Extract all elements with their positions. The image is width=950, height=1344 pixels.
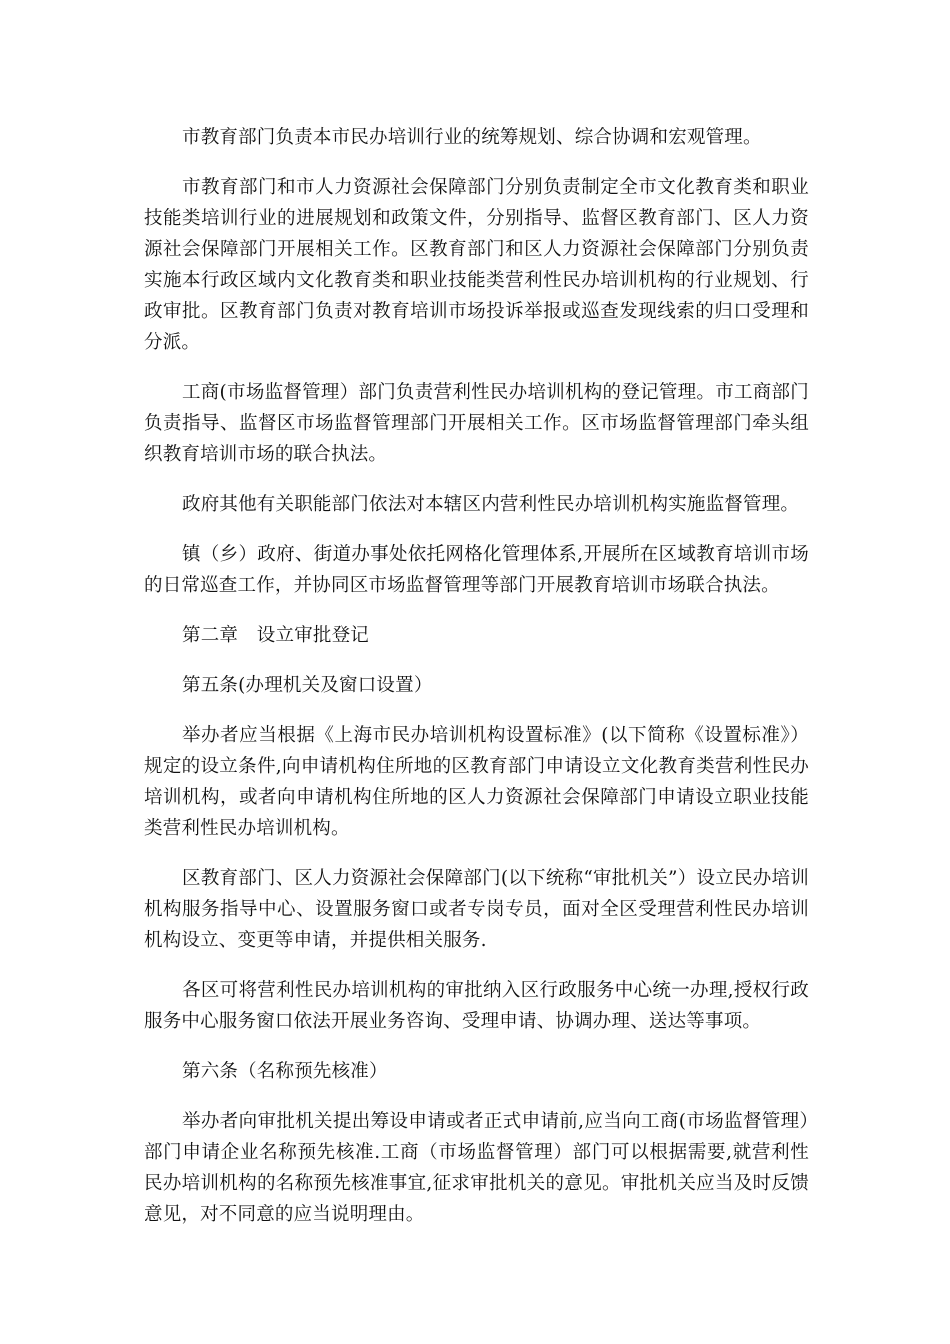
paragraph-9: 举办者向审批机关提出筹设申请或者正式申请前,应当向工商(市场监督管理）部门申请企业名称预先核准.工商（市场监督管理）部门可以根据需要,就营利性民办培训机构的名称预先核准事宜,征求审批机关的意见。审批机关应当及时反馈意见，对不同意的应当说明理由。 — [144, 1111, 809, 1225]
paragraph-8: 各区可将营利性民办培训机构的审批纳入区行政服务中心统一办理,授权行政服务中心服务窗口依法开展业务咨询、受理申请、协调办理、送达等事项。 — [144, 980, 809, 1032]
paragraph-6: 举办者应当根据《上海市民办培训机构设置标准》(以下简称《设置标准》）规定的设立条件,向申请机构住所地的区教育部门申请设立文化教育类营利性民办培训机构，或者向申请机构住所地的区人力资源社会保障部门申请设立职业技能类营利性民办培训机构。 — [144, 725, 809, 839]
chapter-heading: 第二章 设立审批登记 — [182, 625, 370, 646]
paragraph-7: 区教育部门、区人力资源社会保障部门(以下统称“审批机关”）设立民办培训机构服务指导中心、设置服务窗口或者专岗专员，面对全区受理营利性民办培训机构设立、变更等申请，并提供相关服务. — [144, 868, 809, 951]
paragraph-5: 镇（乡）政府、街道办事处依托网格化管理体系,开展所在区域教育培训市场的日常巡查工作，并协同区市场监督管理等部门开展教育培训市场联合执法。 — [144, 544, 809, 596]
article-5-heading: 第五条(办理机关及窗口设置） — [182, 675, 433, 696]
paragraph-4: 政府其他有关职能部门依法对本辖区内营利性民办培训机构实施监督管理。 — [182, 494, 800, 515]
paragraph-1: 市教育部门负责本市民办培训行业的统筹规划、综合协调和宏观管理。 — [182, 127, 762, 148]
document-body — [144, 122, 809, 1249]
article-6-heading: 第六条（名称预先核准） — [182, 1061, 388, 1082]
paragraph-2: 市教育部门和市人力资源社会保障部门分别负责制定全市文化教育类和职业技能类培训行业的进展规划和政策文件，分别指导、监督区教育部门、区人力资源社会保障部门开展相关工作。区教育部门和区人力资源社会保障部门分别负责实施本行政区域内文化教育类和职业技能类营利性民办培训机构的行业规划、行政审批。区教育部门负责对教育培训市场投诉举报或巡查发现线索的归口受理和分派。 — [144, 177, 809, 353]
paragraph-3: 工商(市场监督管理）部门负责营利性民办培训机构的登记管理。市工商部门负责指导、监督区市场监督管理部门开展相关工作。区市场监督管理部门牵头组织教育培训市场的联合执法。 — [144, 382, 809, 465]
